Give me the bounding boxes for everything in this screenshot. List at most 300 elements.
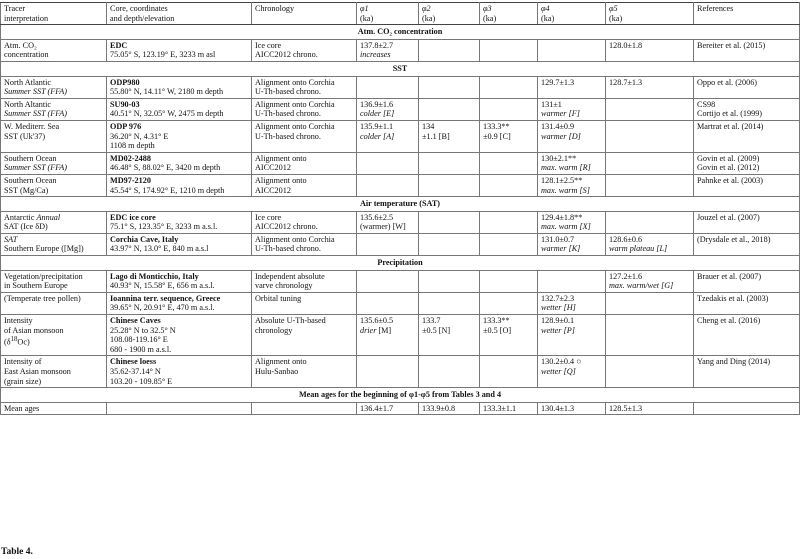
- table-cell: [419, 98, 480, 120]
- cell-text: EDC ice core: [110, 212, 156, 222]
- table-cell: [419, 39, 480, 61]
- cell-text: warmer [D]: [541, 131, 581, 141]
- table-cell: [107, 174, 252, 196]
- table-cell: [107, 356, 252, 388]
- table-cell: [694, 270, 800, 292]
- table-cell: 133.3±1.1: [480, 402, 538, 415]
- table-cell: [1, 174, 107, 196]
- table-cell: [606, 98, 694, 120]
- cell-text: Southern Europe ([Mg]): [4, 244, 84, 254]
- cell-text: wetter [Q]: [541, 367, 576, 376]
- table-cell: [1, 39, 107, 61]
- cell-text: (ka): [609, 13, 623, 23]
- table-cell: [538, 356, 606, 388]
- cell-text: φ3: [483, 4, 492, 13]
- cell-text: Southern Ocean: [4, 175, 57, 185]
- table-cell: [480, 270, 538, 292]
- cell-text: Intensity of: [4, 357, 42, 367]
- cell-text: Alignment onto: [255, 153, 307, 163]
- table-cell: [252, 292, 357, 314]
- table-cell: [252, 39, 357, 61]
- table-row: [1, 211, 800, 233]
- cell-text: increases: [360, 50, 391, 60]
- table-cell: [694, 402, 800, 415]
- table-cell: [606, 120, 694, 152]
- table-cell: [419, 120, 480, 152]
- cell-text: U-Th-based chrono.: [255, 131, 321, 141]
- header-tracer: [1, 3, 107, 25]
- table-cell: [480, 233, 538, 255]
- cell-text: East Asian monsoon: [4, 367, 71, 376]
- table-cell: [694, 152, 800, 174]
- cell-text: drier: [360, 325, 377, 335]
- cell-text: Annual: [36, 212, 61, 222]
- cell-text: 133.7: [422, 316, 441, 326]
- cell-text: 135.6±0.5: [360, 316, 394, 326]
- table-cell: [538, 211, 606, 233]
- table-cell: [1, 211, 107, 233]
- cell-text: 40.93° N, 15.58° E, 656 m a.s.l.: [110, 281, 215, 291]
- cell-text: 103.20 - 109.85° E: [110, 376, 173, 386]
- cell-text: SU90-03: [110, 99, 140, 109]
- table-cell: [107, 292, 252, 314]
- table-cell: [107, 120, 252, 152]
- cell-text: AICC2012 chrono.: [255, 222, 318, 232]
- table-cell: [694, 211, 800, 233]
- cell-text: 128.9±0.1: [541, 316, 575, 326]
- cell-text: W. Mediterr. Sea: [4, 121, 60, 131]
- table-cell: [252, 315, 357, 356]
- cell-text: 46.48° S, 88.02° E, 3420 m depth: [110, 163, 221, 173]
- table-cell: [107, 152, 252, 174]
- table-cell: [606, 39, 694, 61]
- table-cell: [252, 356, 357, 388]
- table-cell: [1, 152, 107, 174]
- cell-text: wetter [P]: [541, 325, 575, 335]
- cell-text: varve chronology: [255, 281, 313, 291]
- cell-text: Chronology: [255, 4, 295, 13]
- cell-text: 108.08-119.16° E: [110, 335, 168, 345]
- cell-text: max. warm [X]: [541, 222, 591, 232]
- cell-text: Martrat et al. (2014): [697, 121, 764, 131]
- cell-text: [4, 335, 103, 347]
- table-cell: Precipitation: [1, 256, 800, 271]
- table-row: [1, 76, 800, 98]
- cell-text: 131±1: [541, 99, 562, 109]
- table-cell: [606, 270, 694, 292]
- cell-text: [422, 4, 476, 14]
- table-cell: [357, 152, 419, 174]
- table-cell: [357, 174, 419, 196]
- header-phi4: [538, 3, 606, 25]
- table-cell: [694, 233, 800, 255]
- header-phi3: [480, 3, 538, 25]
- section-row: [1, 197, 800, 212]
- cell-text: Govin et al. (2009): [697, 153, 760, 163]
- cell-text: Ice core: [255, 212, 282, 222]
- cell-text: 133.3**: [483, 121, 510, 131]
- section-row: [1, 25, 800, 40]
- table-cell: [107, 233, 252, 255]
- cell-text: φ2: [422, 4, 431, 13]
- cell-text: Pahnke et al. (2003): [697, 175, 763, 185]
- cell-text: (ka): [360, 13, 374, 23]
- cell-text: [609, 4, 690, 14]
- cell-text: Atm. CO₂: [4, 40, 37, 50]
- table-row: [1, 402, 800, 415]
- cell-text: 128.7±1.3: [609, 77, 643, 87]
- cell-text: 130.2±0.4 ○: [541, 357, 582, 367]
- cell-text: of Asian monsoon: [4, 325, 64, 335]
- table-cell: [252, 270, 357, 292]
- cell-text: [360, 4, 415, 14]
- cell-text: 45.54° S, 174.92° E, 1210 m depth: [110, 185, 225, 195]
- cell-text: max. warm/wet [G]: [609, 281, 674, 291]
- cell-text: North Atlantic: [4, 77, 52, 87]
- table-cell: [694, 174, 800, 196]
- cell-text: Alignment onto Corchia: [255, 99, 335, 109]
- cell-text: [483, 4, 534, 14]
- cell-text: (Drysdale et al., 2018): [697, 234, 771, 244]
- cell-text: (δ: [4, 337, 11, 347]
- table-cell: [107, 402, 252, 415]
- table-cell: [538, 315, 606, 356]
- table-cell: [694, 120, 800, 152]
- cell-text: Yang and Ding (2014): [697, 357, 771, 367]
- cell-text: 1108 m depth: [110, 141, 155, 151]
- cell-text: Orbital tuning: [255, 293, 302, 303]
- cell-text: ±0.5 [O]: [483, 325, 512, 335]
- table-cell: 133.9±0.8: [419, 402, 480, 415]
- table-cell: [1, 292, 107, 314]
- table-cell: [480, 152, 538, 174]
- table-cell: [107, 211, 252, 233]
- cell-text: SAT: [4, 234, 18, 244]
- cell-text: Hulu-Sanbao: [255, 367, 299, 376]
- table-cell: [538, 120, 606, 152]
- section-row: [1, 61, 800, 76]
- table-cell: [357, 39, 419, 61]
- cell-text: SST (Mg/Ca): [4, 185, 49, 195]
- table-cell: Mean ages for the beginning of φ1-φ5 from Tables 3 and 4: [1, 388, 800, 403]
- cell-text: SST (Uk'37): [4, 131, 46, 141]
- cell-text: 128.6±0.6: [609, 234, 643, 244]
- cell-text: colder [E]: [360, 109, 395, 119]
- cell-text: and depth/elevation: [110, 13, 175, 23]
- cell-text: (warmer) [W]: [360, 222, 406, 232]
- cell-text: 40.51° N, 32.05° W, 2475 m depth: [110, 109, 224, 119]
- table-cell: [694, 356, 800, 388]
- cell-text: ODP 976: [110, 121, 142, 131]
- cell-text: ±0.9 [C]: [483, 131, 511, 141]
- cell-text: Jouzel et al. (2007): [697, 212, 760, 222]
- table-cell: [419, 356, 480, 388]
- cell-text: Independent absolute: [255, 271, 325, 281]
- cell-text: Alignment onto Corchia: [255, 121, 335, 131]
- table-cell: [252, 174, 357, 196]
- cell-text: References: [697, 4, 734, 13]
- cell-text: Tzedakis et al. (2003): [697, 293, 769, 303]
- cell-text: 680 - 1900 m a.s.l.: [110, 344, 172, 354]
- table-cell: 130.4±1.3: [538, 402, 606, 415]
- table-cell: Atm. CO₂ concentration: [1, 25, 800, 40]
- cell-text: 130±2.1**: [541, 153, 577, 163]
- table-cell: [606, 152, 694, 174]
- cell-text: 129.7±1.3: [541, 77, 575, 87]
- cell-text: in Southern Europe: [4, 281, 68, 291]
- cell-text: AICC2012: [255, 185, 291, 195]
- cell-text: MD97-2120: [110, 175, 151, 185]
- table-cell: [252, 233, 357, 255]
- table-cell: [480, 98, 538, 120]
- table-cell: [694, 39, 800, 61]
- table-cell: [357, 98, 419, 120]
- table-cell: [252, 211, 357, 233]
- table-cell: [357, 233, 419, 255]
- cell-text: Oppo et al. (2006): [697, 77, 758, 87]
- table-cell: [538, 270, 606, 292]
- table-cell: [357, 356, 419, 388]
- table-cell: [252, 120, 357, 152]
- table-cell: [538, 292, 606, 314]
- table-cell: [357, 76, 419, 98]
- table-cell: [538, 233, 606, 255]
- cell-text: Alignment onto: [255, 175, 307, 185]
- cell-text: CS98: [697, 99, 716, 109]
- cell-text: Tracer: [4, 4, 26, 13]
- table-cell: 136.4±1.7: [357, 402, 419, 415]
- table-cell: [419, 211, 480, 233]
- table-cell: [538, 98, 606, 120]
- table-cell: [419, 76, 480, 98]
- cell-text: ±1.1 [B]: [422, 131, 450, 141]
- table-cell: [107, 39, 252, 61]
- cell-text: [360, 326, 415, 336]
- cell-text: ODP980: [110, 77, 140, 87]
- cell-text: Govin et al. (2012): [697, 163, 760, 173]
- table-cell: [419, 152, 480, 174]
- table-cell: [252, 152, 357, 174]
- cell-text: 135.6±2.5: [360, 212, 394, 222]
- table-cell: [419, 174, 480, 196]
- table-row: [1, 356, 800, 388]
- cell-text: Vegetation/precipitation: [4, 271, 83, 281]
- table-cell: [1, 76, 107, 98]
- table-cell: [1, 233, 107, 255]
- table-cell: [419, 270, 480, 292]
- table-cell: [694, 315, 800, 356]
- cell-text: Summer SST (FFA): [4, 87, 67, 97]
- cell-text: Absolute U-Th-based: [255, 316, 326, 326]
- cell-text: Cheng et al. (2016): [697, 316, 761, 326]
- table-cell: [1, 120, 107, 152]
- table-row: [1, 292, 800, 314]
- cell-text: warmer [F]: [541, 109, 580, 119]
- cell-text: U-Th-based chrono.: [255, 244, 321, 254]
- cell-text: Chinese loess: [110, 357, 157, 367]
- table-row: [1, 233, 800, 255]
- table-cell: [357, 120, 419, 152]
- cell-text: φ4: [541, 4, 550, 13]
- table-cell: [694, 98, 800, 120]
- table-cell: [480, 174, 538, 196]
- cell-text: Summer SST (FFA): [4, 109, 67, 119]
- table-cell: [107, 270, 252, 292]
- table-cell: [252, 98, 357, 120]
- table-cell: [357, 270, 419, 292]
- table-cell: [538, 152, 606, 174]
- cell-text: 137.8±2.7: [360, 40, 394, 50]
- cell-text: Core, coordinates: [110, 4, 168, 13]
- table-cell: [252, 76, 357, 98]
- table-cell: Mean ages: [1, 402, 107, 415]
- cell-text: [M]: [378, 325, 392, 335]
- table-cell: [480, 39, 538, 61]
- table-cell: [538, 76, 606, 98]
- cell-text: Corchia Cave, Italy: [110, 234, 179, 244]
- cell-text: max. warm [R]: [541, 163, 591, 173]
- table-cell: SST: [1, 61, 800, 76]
- cell-text: Intensity: [4, 316, 33, 326]
- cell-text: 75.05° S, 123.19° E, 3233 m asl: [110, 50, 216, 60]
- cell-text: Brauer et al. (2007): [697, 271, 762, 281]
- cell-text: (ka): [422, 13, 436, 23]
- cell-text: Alignment onto Corchia: [255, 234, 335, 244]
- table-cell: [107, 98, 252, 120]
- cell-text: wetter [H]: [541, 303, 576, 313]
- table-cell: [606, 292, 694, 314]
- table-cell: [480, 315, 538, 356]
- cell-text: SAT (Ice δD): [4, 222, 48, 232]
- header-phi1: [357, 3, 419, 25]
- cell-text: (ka): [541, 13, 555, 23]
- header-chronology: [252, 3, 357, 25]
- data-table: [0, 2, 800, 415]
- table-row: [1, 270, 800, 292]
- table-cell: [606, 174, 694, 196]
- table-cell: [606, 76, 694, 98]
- cell-text: Antarctic: [4, 212, 35, 222]
- table-row: [1, 120, 800, 152]
- cell-text: [541, 4, 602, 14]
- cell-text: Ice core: [255, 40, 282, 50]
- cell-text: MD02-2488: [110, 153, 151, 163]
- cell-text: interpretation: [4, 13, 49, 23]
- cell-text: 133.3**: [483, 316, 510, 326]
- cell-text: Oc): [17, 337, 30, 347]
- cell-text: concentration: [4, 50, 49, 60]
- cell-text: AICC2012 chrono.: [255, 50, 318, 60]
- section-row: [1, 388, 800, 403]
- table-cell: [419, 292, 480, 314]
- cell-text: Ioannina terr. sequence, Greece: [110, 293, 221, 303]
- table-cell: [357, 315, 419, 356]
- table-row: [1, 315, 800, 356]
- cell-text: Southern Ocean: [4, 153, 57, 163]
- cell-text: 55.80° N, 14.11° W, 2180 m depth: [110, 87, 224, 97]
- table-cell: [606, 356, 694, 388]
- cell-text: 132.7±2.3: [541, 293, 575, 303]
- cell-text: colder [A]: [360, 131, 395, 141]
- cell-text: 128.0±1.8: [609, 40, 643, 50]
- cell-text: Alignment onto: [255, 357, 307, 367]
- cell-text: [4, 213, 103, 223]
- cell-text: Summer SST (FFA): [4, 163, 67, 173]
- table-caption: Table 4.: [1, 547, 33, 557]
- cell-text: Alignment onto Corchia: [255, 77, 335, 87]
- table-cell: [419, 315, 480, 356]
- cell-text: ±0.5 [N]: [422, 325, 451, 335]
- header-phi5: [606, 3, 694, 25]
- cell-text: 129.4±1.8**: [541, 212, 583, 222]
- table-row: [1, 39, 800, 61]
- table-cell: [694, 76, 800, 98]
- cell-text: North Altantic: [4, 99, 52, 109]
- cell-text: chronology: [255, 325, 293, 335]
- cell-text: max. warm [S]: [541, 185, 590, 195]
- table-cell: [1, 356, 107, 388]
- cell-text: Bereiter et al. (2015): [697, 40, 766, 50]
- table-cell: [480, 356, 538, 388]
- cell-text: warmer [K]: [541, 244, 581, 254]
- cell-text: φ1: [360, 4, 369, 13]
- table-cell: [480, 292, 538, 314]
- cell-text: 75.1° S, 123.35° E, 3233 m a.s.l.: [110, 222, 218, 232]
- table-cell: Air temperature (SAT): [1, 197, 800, 212]
- cell-text: 36.20° N, 4.31° E: [110, 131, 169, 141]
- cell-text: Lago di Monticchio, Italy: [110, 271, 199, 281]
- cell-text: 25.28° N to 32.5° N: [110, 325, 176, 335]
- cell-text: 131.4±0.9: [541, 121, 575, 131]
- cell-text: (ka): [483, 13, 497, 23]
- cell-text: 127.2±1.6: [609, 271, 643, 281]
- table-cell: [252, 402, 357, 415]
- table-row: [1, 174, 800, 196]
- cell-text: (Temperate tree pollen): [4, 293, 81, 303]
- cell-text: AICC2012: [255, 163, 291, 173]
- table-cell: [694, 292, 800, 314]
- table-row: [1, 152, 800, 174]
- table-cell: [538, 39, 606, 61]
- cell-text: EDC: [110, 40, 128, 50]
- table-cell: [357, 211, 419, 233]
- table-cell: [357, 292, 419, 314]
- cell-text: 35.62-37.14° N: [110, 367, 161, 376]
- table-cell: [1, 98, 107, 120]
- cell-text: U-Th-based chrono.: [255, 109, 321, 119]
- cell-text: 39.65° N, 20.91° E, 470 m a.s.l.: [110, 303, 215, 313]
- table-cell: [1, 270, 107, 292]
- cell-text: Chinese Caves: [110, 316, 161, 326]
- cell-text: Cortijo et al. (1999): [697, 109, 763, 119]
- table-cell: [1, 315, 107, 356]
- cell-text: U-Th-based chrono.: [255, 87, 321, 97]
- cell-text: φ5: [609, 4, 618, 13]
- cell-text: warm plateau [L]: [609, 244, 668, 254]
- cell-text: 135.9±1.1: [360, 121, 394, 131]
- table-cell: 128.5±1.3: [606, 402, 694, 415]
- table-cell: [606, 233, 694, 255]
- cell-text: 43.97° N, 13.0° E, 840 m a.s.l: [110, 244, 209, 254]
- table-cell: [480, 211, 538, 233]
- cell-text: 136.9±1.6: [360, 99, 394, 109]
- table-cell: [538, 174, 606, 196]
- cell-text: 18: [10, 336, 18, 344]
- table-row: [1, 98, 800, 120]
- table-cell: [107, 315, 252, 356]
- cell-text: (grain size): [4, 376, 42, 386]
- header-row: [1, 3, 800, 25]
